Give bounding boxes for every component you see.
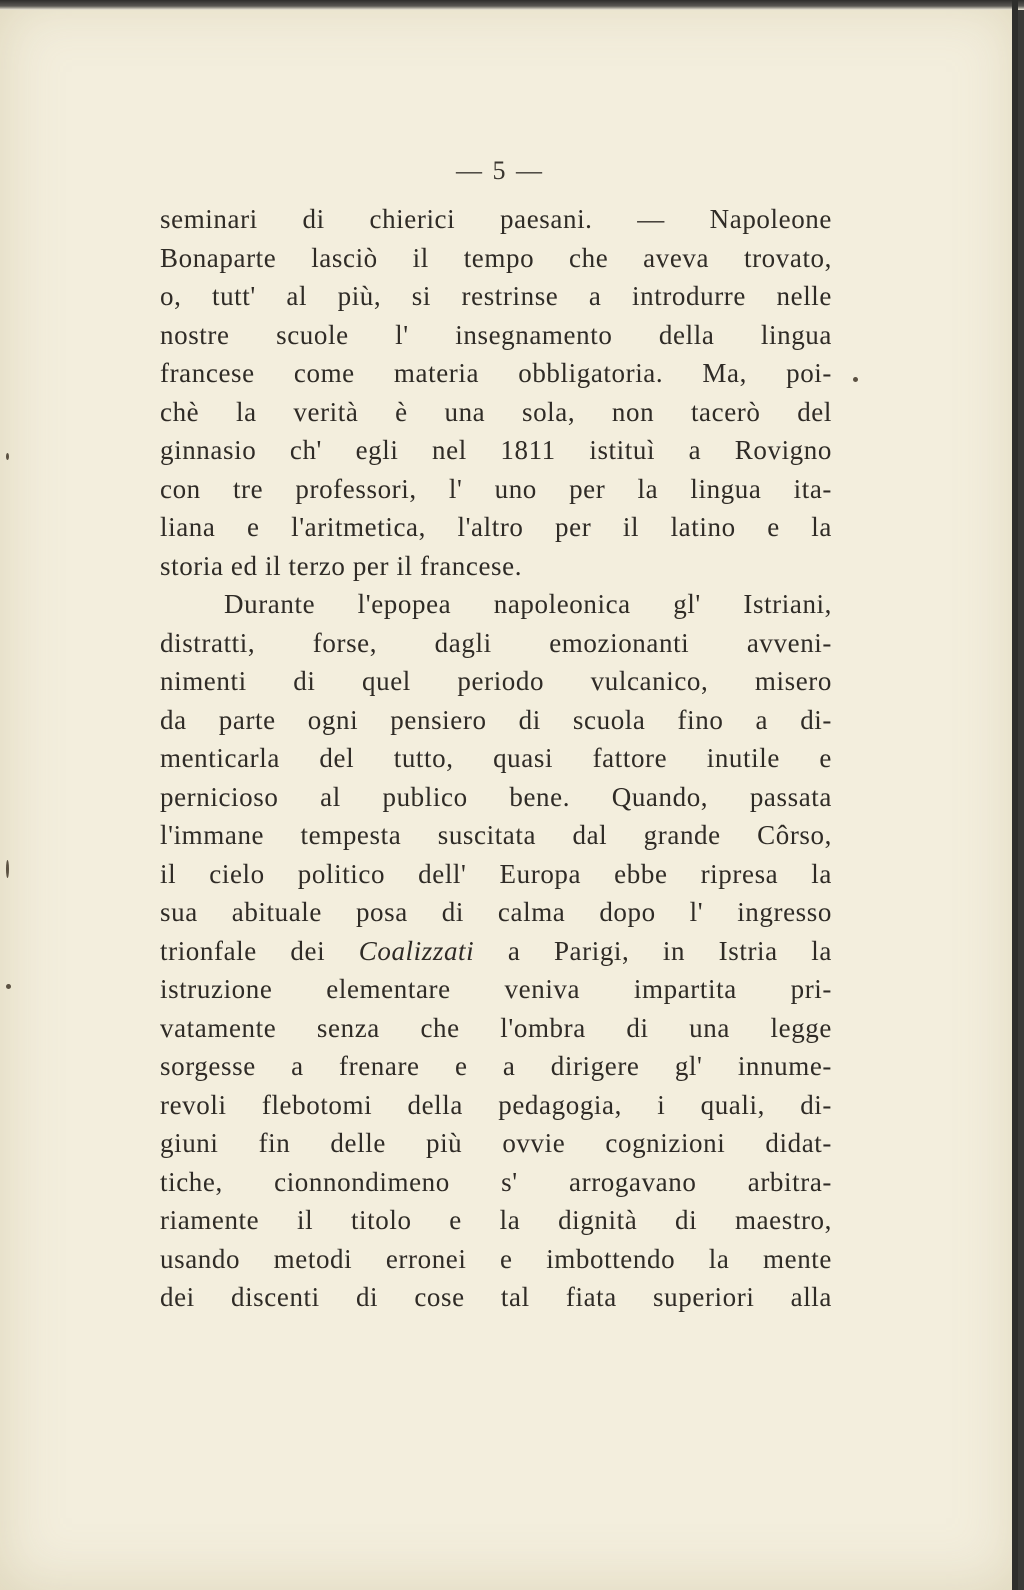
text-line: tiche, cionnondimeno s' arrogavano arbitra- <box>160 1166 832 1197</box>
text-line: usando metodi erronei e imbottendo la mente <box>160 1243 832 1274</box>
text-line: francese come materia obbligatoria. Ma, poi- <box>160 358 832 388</box>
body-text <box>160 200 832 1317</box>
text-line: giuni fin delle più ovvie cognizioni didat- <box>160 1128 832 1158</box>
page-number: — 5 — <box>456 156 544 185</box>
text-line: dei discenti di cose tal fiata superiori alla <box>160 1282 832 1312</box>
text-line: sorgesse a frenare e a dirigere gl' innume- <box>160 1051 832 1081</box>
text-line: o, tutt' al più, si restrinse a introdurre nelle <box>160 281 832 311</box>
text-line: il cielo politico dell' Europa ebbe ripresa la <box>160 858 832 889</box>
paragraph-end-line: storia ed il terzo per il francese. <box>160 550 523 581</box>
scan-top-edge <box>0 0 1024 10</box>
text-line: Bonaparte lasciò il tempo che aveva trovato, <box>160 242 832 273</box>
text-line: revoli flebotomi della pedagogia, i quali, di- <box>160 1089 832 1120</box>
text-line: riamente il titolo e la dignità di maestro, <box>160 1205 832 1235</box>
line-prefix: trionfale dei <box>160 935 326 966</box>
text-line: menticarla del tutto, quasi fattore inutile e <box>160 743 832 773</box>
text-line: ginnasio ch' egli nel 1811 istituì a Rovigno <box>160 435 832 465</box>
ink-speck <box>6 860 9 878</box>
text-line: nimenti di quel periodo vulcanico, misero <box>160 666 832 696</box>
italic-word: Coalizzati <box>358 935 475 966</box>
scan-right-edge <box>1012 0 1018 1590</box>
ink-speck <box>6 453 9 460</box>
text-line: con tre professori, l' uno per la lingua ita- <box>160 473 832 504</box>
text-line: distratti, forse, dagli emozionanti avveni- <box>160 627 832 658</box>
paragraph-start-line: Durante l'epopea napoleonica gl' Istriani, <box>224 589 832 619</box>
text-line: seminari di chierici paesani. — Napoleone <box>160 204 832 234</box>
text-line: istruzione elementare veniva impartita pri- <box>160 974 832 1004</box>
text-line: liana e l'aritmetica, l'altro per il latino e la <box>160 512 832 542</box>
ink-speck <box>853 377 858 382</box>
line-suffix: a Parigi, in Istria la <box>507 935 832 966</box>
text-line: sua abituale posa di calma dopo l' ingresso <box>160 897 832 927</box>
text-line: l'immane tempesta suscitata dal grande Côrso, <box>160 820 832 850</box>
text-line: da parte ogni pensiero di scuola fino a di- <box>160 704 832 735</box>
text-line: chè la verità è una sola, non tacerò del <box>160 396 832 427</box>
text-line: nostre scuole l' insegnamento della lingua <box>160 319 832 350</box>
text-line: vatamente senza che l'ombra di una legge <box>160 1012 832 1043</box>
text-line: pernicioso al publico bene. Quando, passata <box>160 781 832 812</box>
text-line-with-italic <box>160 932 832 971</box>
ink-speck <box>6 984 11 989</box>
